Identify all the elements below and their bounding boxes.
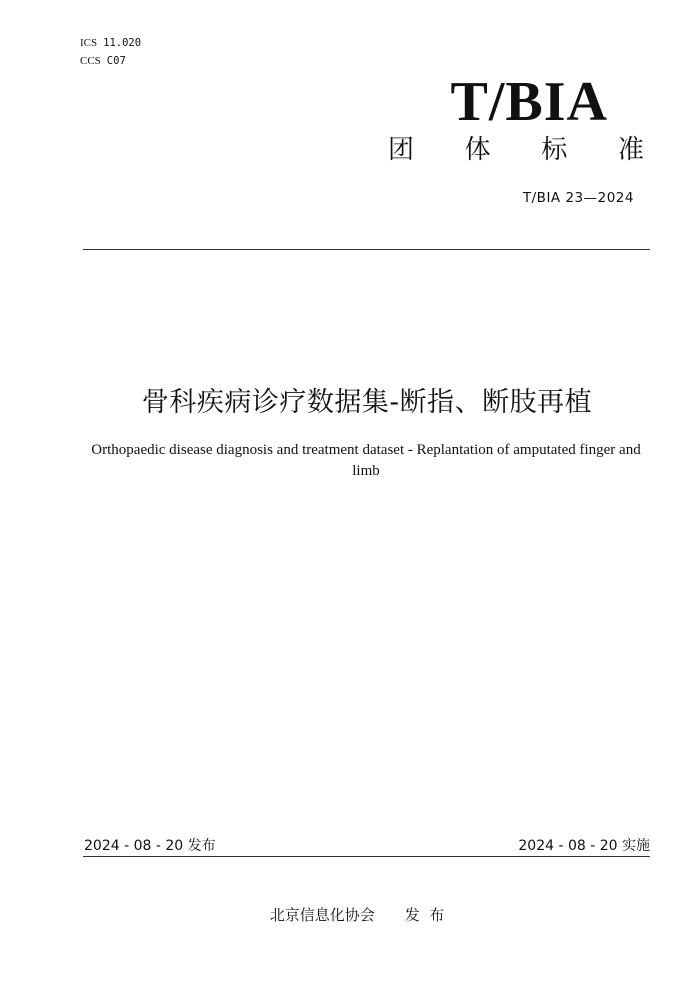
publisher-name: 北京信息化协会 <box>269 906 375 924</box>
header-divider <box>83 249 650 250</box>
standard-type <box>388 133 644 167</box>
implement-date: 2024 - 08 - 20 实施 <box>518 838 650 854</box>
ics-code <box>80 34 141 52</box>
standard-number: T/BIA 23—2024 <box>522 190 634 206</box>
classification-codes <box>80 34 141 70</box>
ccs-value: C07 <box>106 55 126 67</box>
standard-type-char: 标 <box>541 135 568 165</box>
document-title-chinese: 骨科疾病诊疗数据集-断指、断肢再植 <box>141 387 593 418</box>
document-title-english: Orthopaedic disease diagnosis and treatment dataset - Replantation of amputated finger and limb <box>91 442 641 479</box>
publish-action: 发 布 <box>404 906 445 924</box>
ics-label: ICS <box>80 37 98 49</box>
standard-type-char: 体 <box>464 135 491 165</box>
publish-date: 2024 - 08 - 20 发布 <box>84 838 216 854</box>
publisher-line <box>0 904 700 925</box>
ccs-label: CCS <box>80 55 101 67</box>
footer-divider <box>83 856 650 857</box>
standard-logo: T/BIA <box>450 71 608 133</box>
ics-value: 11.020 <box>103 37 142 49</box>
ccs-code <box>80 52 141 70</box>
standard-type-char: 团 <box>388 135 415 165</box>
standard-type-char: 准 <box>617 135 644 165</box>
